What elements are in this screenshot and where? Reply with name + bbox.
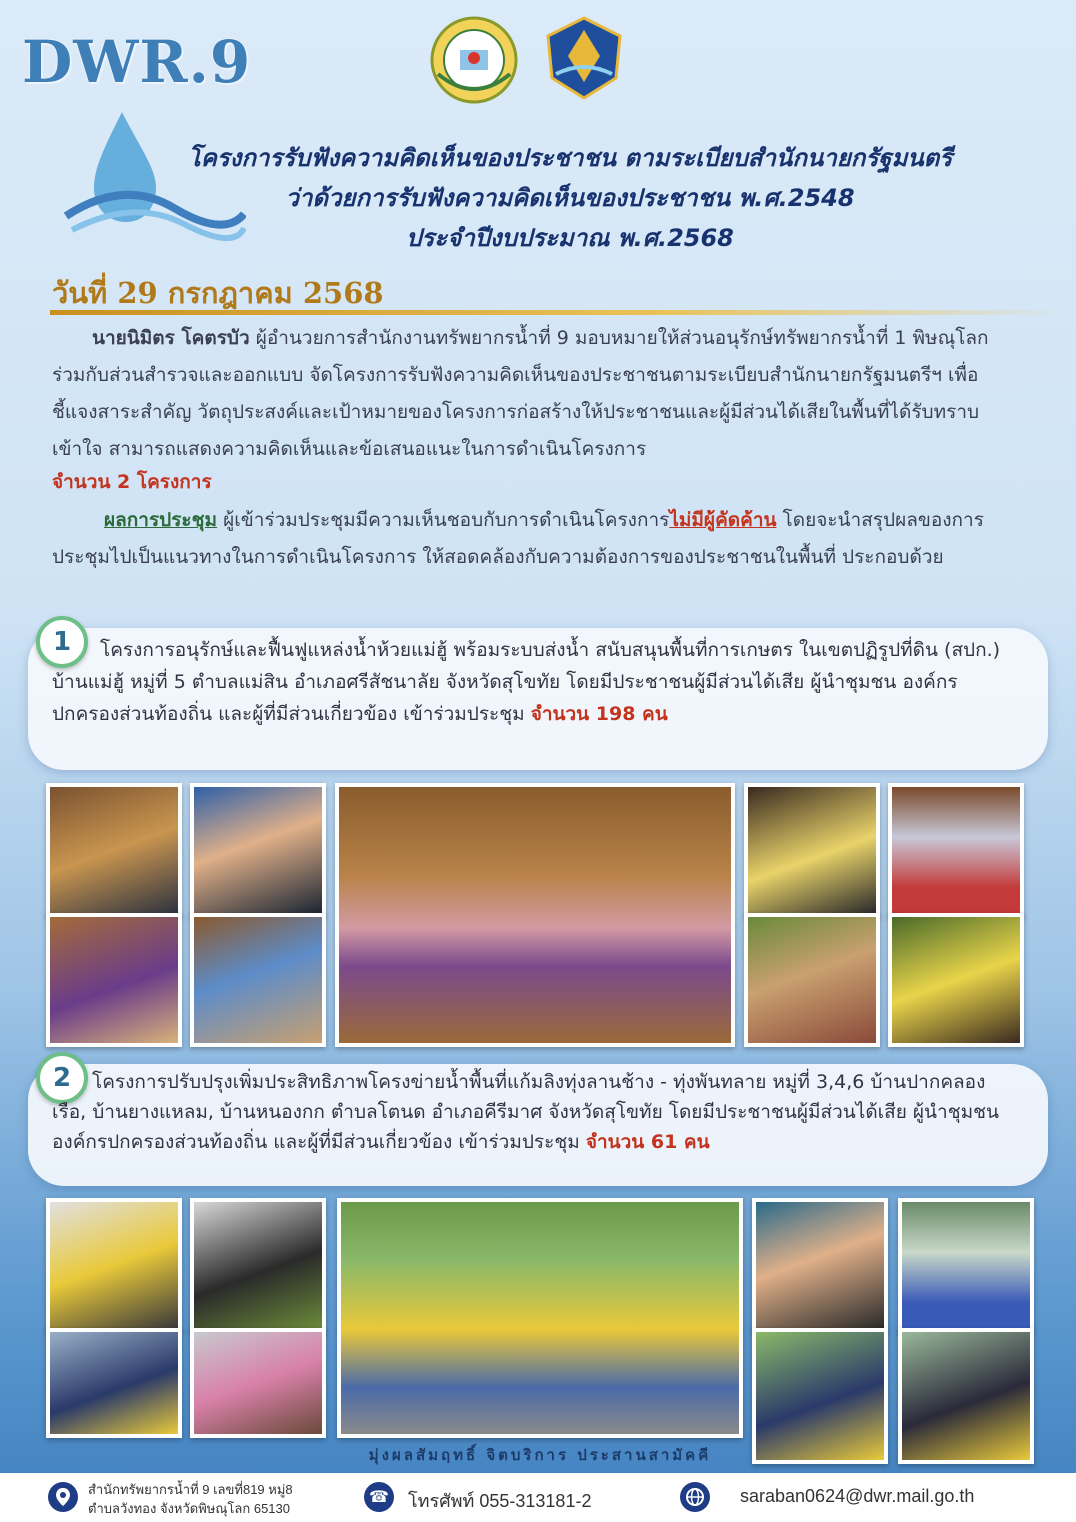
photo-p2-speaker-3 [46, 1328, 182, 1438]
department-of-water-resources-emblem-icon [542, 16, 628, 102]
event-date: วันที่ 29 กรกฎาคม 2568 [52, 276, 384, 310]
project-1-attendance: จำนวน 198 คน [530, 703, 668, 725]
globe-icon [680, 1482, 710, 1512]
result-tail: โดยจะนำสรุปผลของการประชุมไปเป็นแนวทางในการดำเนินโครงการ ให้สอดคล้องกับความต้องการของประชาชนในพื้นที่ ประกอบด้วย [52, 509, 984, 568]
title-line-2: ว่าด้วยการรับฟังความคิดเห็นของประชาชน พ.ศ.2548 [285, 184, 855, 212]
photo-p2-speaker-1 [46, 1198, 182, 1332]
no-objection-highlight: ไม่มีผู้คัดค้าน [669, 509, 777, 531]
footer-address-line1: สำนักทรัพยากรน้ำที่ 9 เลขที่819 หมู่8 [88, 1482, 293, 1497]
photo-p2-main-crowd [337, 1198, 743, 1438]
project-2-text [52, 1067, 1014, 1157]
intro-paragraph [52, 320, 1020, 468]
photo-p2-audience-1 [190, 1328, 326, 1438]
dwr9-logo-text: DWR.9 [22, 28, 252, 96]
title-line-3: ประจำปีงบประมาณ พ.ศ.2568 [406, 224, 734, 252]
result-paragraph [52, 502, 1020, 576]
photo-p1-audience-1 [190, 913, 326, 1047]
photo-p2-audience-3 [898, 1328, 1034, 1464]
result-body: ผู้เข้าร่วมประชุมมีความเห็นชอบกับการดำเนินโครงการ [217, 509, 670, 531]
photo-p2-audience-2 [752, 1328, 888, 1464]
footer-address-line2: ตำบลวังทอง จังหวัดพิษณุโลก 65130 [88, 1501, 291, 1516]
photo-p1-audience-3 [888, 913, 1024, 1047]
project-count: จำนวน 2 โครงการ [52, 471, 212, 493]
photo-p1-room [888, 783, 1024, 917]
phone-icon: ☎ [364, 1482, 394, 1512]
photo-p2-speaker-2 [190, 1198, 326, 1332]
photo-p1-speaker-2 [190, 783, 326, 917]
divider [50, 310, 1070, 315]
footer-phone[interactable]: โทรศัพท์ 055-313181-2 [408, 1491, 592, 1511]
photo-p1-speaker-1 [46, 783, 182, 917]
project-1-number-badge: 1 [36, 616, 88, 668]
slogan: มุ่งผลสัมฤทธิ์ จิตบริการ ประสานสามัคคี [368, 1446, 712, 1464]
provincial-seal-icon [428, 14, 514, 100]
photo-p1-presenter [744, 783, 880, 917]
photo-p1-audience-2 [744, 913, 880, 1047]
project-1-text [52, 634, 1014, 730]
project-2-number-badge: 2 [36, 1052, 88, 1104]
project-1-description: โครงการอนุรักษ์และฟื้นฟูแหล่งน้ำห้วยแม่ฮู้ พร้อมระบบส่งน้ำ สนับสนุนพื้นที่การเกษตร ในเขตปฏิรูปที่ดิน (สปก.) บ้านแม่ฮู้ หมู่ที่ 5 ตำบลแม่สิน อำเภอศรีสัชนาลัย จังหวัดสุโขทัย โดยมีประชาชนผู้มีส่วนได้เสีย ผู้นำชุมชน องค์กรปกครองส่วนท้องถิ่น และผู้ที่มีส่วนเกี่ยวข้อง เข้าร่วมประชุม [52, 639, 1001, 725]
photo-p2-outdoor [898, 1198, 1034, 1332]
location-pin-icon [48, 1482, 78, 1512]
intro-body: ผู้อำนวยการสำนักงานทรัพยากรน้ำที่ 9 มอบหมายให้ส่วนอนุรักษ์ทรัพยากรน้ำที่ 1 พิษณุโลก ร่วมกับส่วนสำรวจและออกแบบ จัดโครงการรับฟังความคิดเห็นของประชาชนตามระเบียบสำนักนายกรัฐมนตรีฯ เพื่อชี้แจงสาระสำคัญ วัตถุประสงค์และเป้าหมายของโครงการก่อสร้างให้ประชาชนและผู้มีส่วนได้เสียในพื้นที่ได้รับทราบเข้าใจ สามารถแสดงความคิดเห็นและข้อเสนอแนะในการดำเนินโครงการ [52, 327, 989, 460]
director-name: นายนิมิตร โคตรบัว [92, 327, 250, 349]
footer-email[interactable]: saraban0624@dwr.mail.go.th [740, 1486, 975, 1506]
photo-p1-main-crowd [335, 783, 735, 1047]
photo-p2-presenter [752, 1198, 888, 1332]
result-label: ผลการประชุม [104, 509, 218, 531]
project-2-description: โครงการปรับปรุงเพิ่มประสิทธิภาพโครงข่ายน้ำพื้นที่แก้มลิงทุ่งลานช้าง - ทุ่งพันทลาย หมู่ที่ 3,4,6 บ้านปากคลองเรือ, บ้านยางแหลม, บ้านหนองกก ตำบลโตนด อำเภอคีรีมาศ จังหวัดสุโขทัย โดยมีประชาชนผู้มีส่วนได้เสีย ผู้นำชุมชน องค์กรปกครองส่วนท้องถิ่น และผู้ที่มีส่วนเกี่ยวข้อง เข้าร่วมประชุม [52, 1071, 1000, 1153]
title-line-1: โครงการรับฟังความคิดเห็นของประชาชน ตามระเบียบสำนักนายกรัฐมนตรี [187, 144, 953, 172]
photo-p1-speaker-3 [46, 913, 182, 1047]
project-2-attendance: จำนวน 61 คน [585, 1131, 710, 1153]
